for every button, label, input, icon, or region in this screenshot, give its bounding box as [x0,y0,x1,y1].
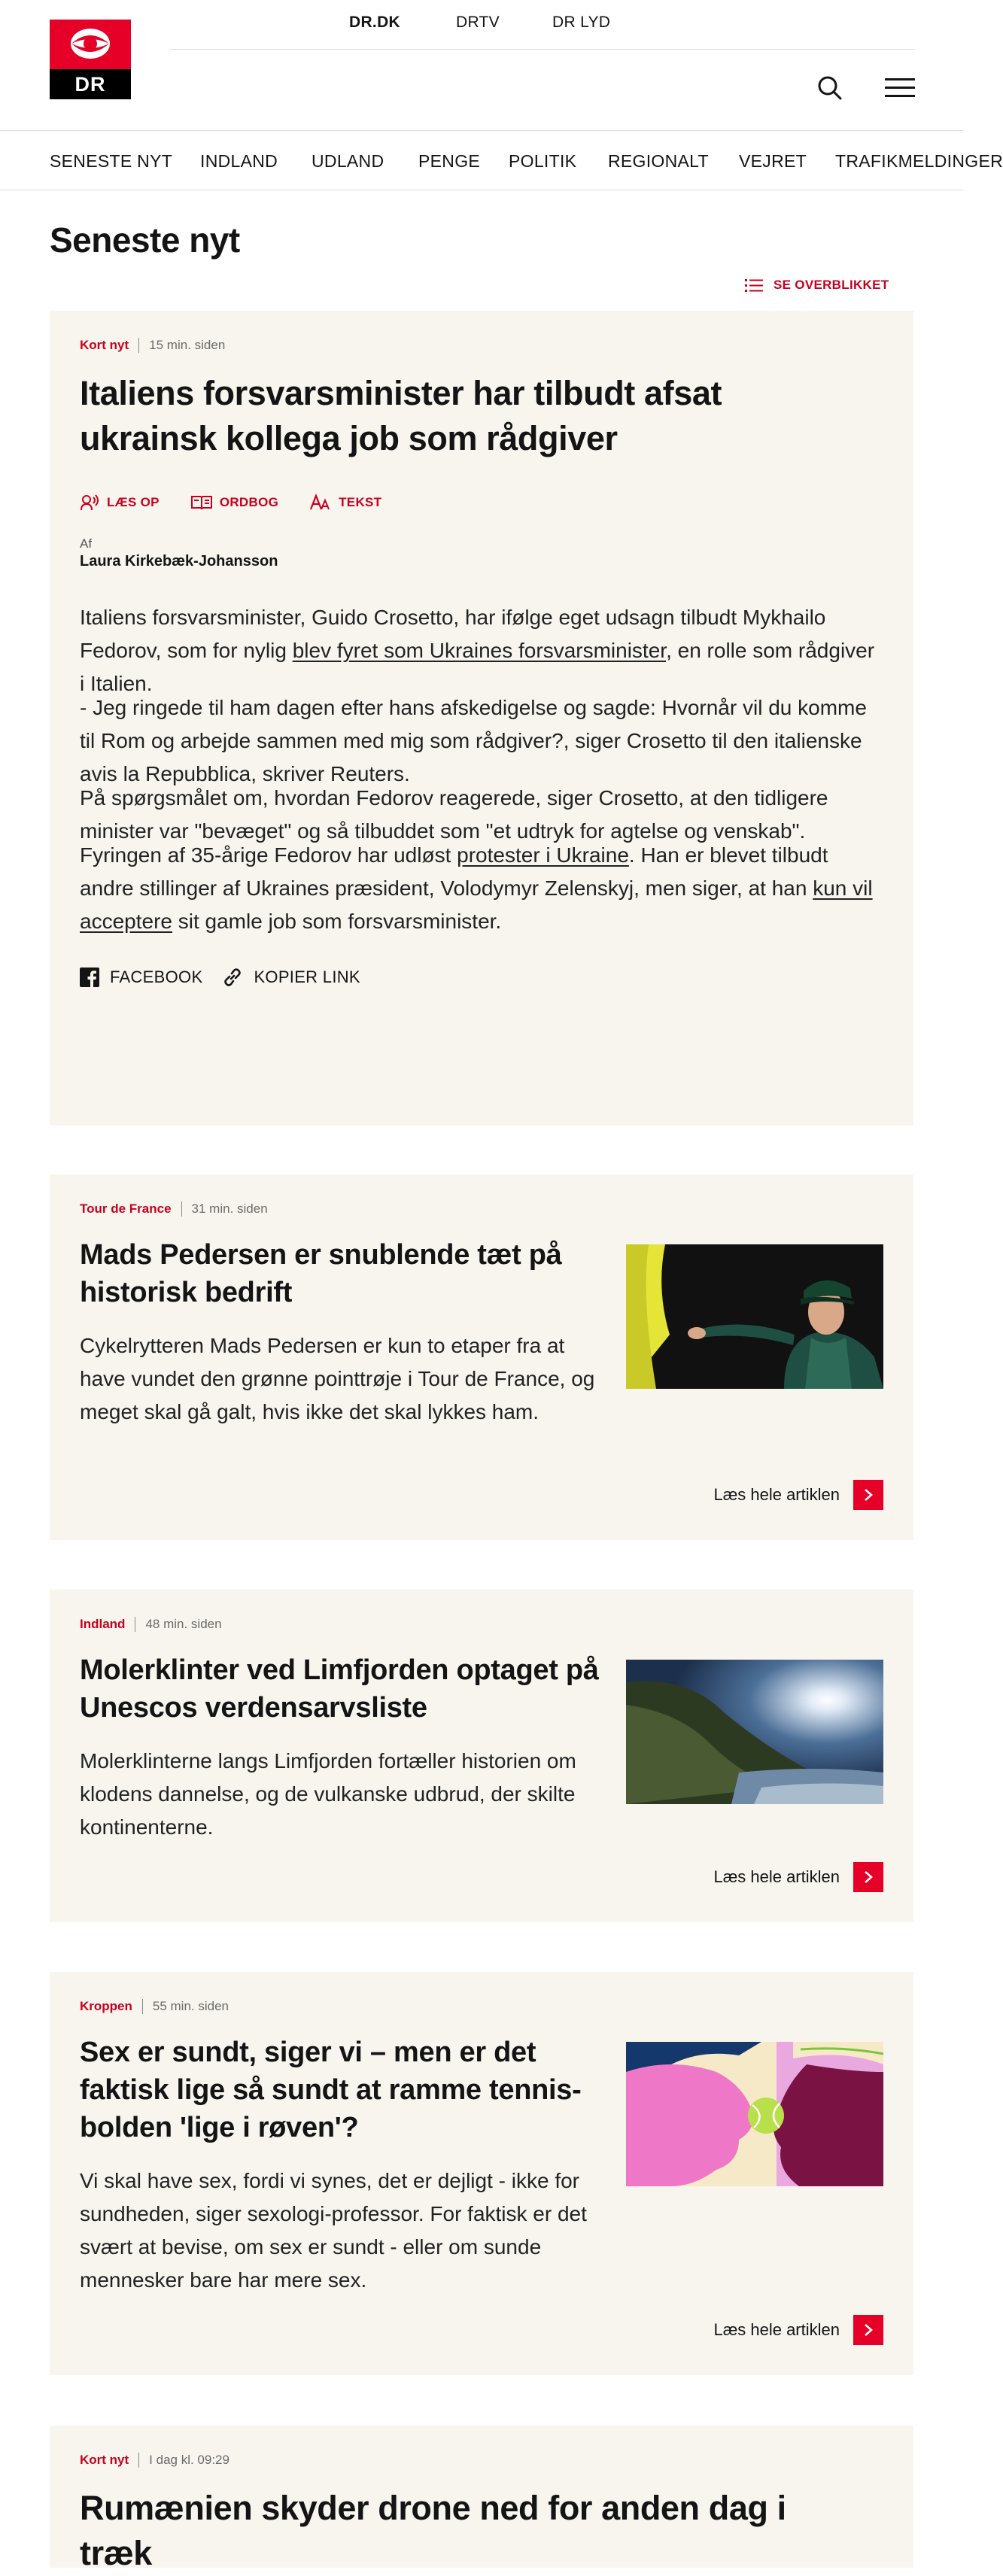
topnav-drlyd[interactable]: DR LYD [552,14,611,31]
link-protests[interactable]: protester i Ukraine [457,843,629,867]
article-summary: Vi skal have sex, fordi vi synes, det er dejligt - ikke for sundheden, siger sexologi-professor. For faktisk er det svært at bevise, om sex er sundt - eller om sunde mennesker bare har mere sex. [80,2169,587,2292]
article-card-tour[interactable] [50,1174,913,1540]
lead-paragraph-3: På spørgsmålet om, hvordan Fedorov reagerede, siger Crosetto, at den tidligere minister var "bevæget" og så tilbuddet som "et udtryk for agtelse og venskab". [80,786,828,843]
short-news-meta [80,2453,229,2468]
dictionary-label: ORDBOG [219,495,279,509]
article-category[interactable]: Indland [80,1617,126,1631]
article-headline[interactable]: Molerklinter ved Limfjorden optaget på Unescos verdensarvsliste [80,1654,599,1724]
read-more-link[interactable] [713,2315,883,2345]
meta-divider [138,338,139,353]
site-header [0,0,963,131]
cat-penge[interactable]: PENGE [418,151,481,171]
share-bar [80,967,380,988]
lead-paragraph-4 [80,839,885,938]
article-image-cliffs[interactable] [626,1660,883,1804]
logo-text: DR [50,69,131,99]
p4-text: Fyringen af 35-årige Fedorov har udløst [80,843,457,867]
copy-link-label: KOPIER LINK [254,968,360,986]
link-fedorov-fired[interactable]: blev fyret som Ukraines forsvarsminister [292,639,667,662]
lead-time: 15 min. siden [149,338,226,352]
byline-prefix: Af [80,536,93,551]
article-time: 48 min. siden [145,1617,222,1631]
lead-meta [80,338,225,353]
cat-seneste-nyt[interactable]: SENESTE NYT [50,151,173,171]
arrow-right-icon [853,2315,883,2345]
article-meta [80,1201,268,1217]
article-time: 31 min. siden [191,1201,268,1216]
cat-indland[interactable]: INDLAND [200,151,278,171]
menu-icon[interactable] [885,77,915,99]
p1-text-end: , en rolle som rådgiver i Italien. [80,639,875,695]
read-more-label: Læs hele artiklen [713,2320,840,2339]
copy-link-button[interactable] [222,967,360,988]
read-more-label: Læs hele artiklen [713,1485,840,1504]
arrow-right-icon [853,1862,883,1892]
link-only-accept[interactable]: kun vil acceptere [80,876,873,933]
article-category[interactable]: Kroppen [80,1999,132,2013]
page-title: Seneste nyt [50,220,240,260]
link-icon [222,967,243,988]
lead-paragraph-2: - Jeg ringede til ham dagen efter hans afskedigelse og sagde: Hvornår vil du komme til Rom og arbejde sammen med mig som rådgiver?, siger Crosetto til den italienske avis la Repubblica, skriver Reuters. [80,696,867,785]
lead-article-card [50,311,913,1125]
arrow-right-icon [853,1480,883,1510]
meta-divider [142,1999,143,2014]
meta-divider [138,2453,139,2468]
overview-button[interactable] [745,274,889,296]
read-aloud-label: LÆS OP [107,495,160,509]
article-summary: Molerklinterne langs Limfjorden fortæller historien om klodens dannelse, og de vulkanske udbrud, der skilte kontinenterne. [80,1749,576,1839]
facebook-label: FACEBOOK [110,968,203,986]
facebook-share-button[interactable] [80,968,202,987]
facebook-icon [80,968,99,987]
lead-paragraph-1 [80,601,885,700]
read-aloud-button[interactable] [80,494,160,511]
article-category[interactable]: Tour de France [80,1201,172,1216]
author-name[interactable]: Laura Kirkebæk-Johansson [80,553,278,570]
article-meta [80,1617,222,1632]
article-card-kroppen[interactable] [50,1972,913,2375]
lead-category[interactable]: Kort nyt [80,338,129,352]
meta-divider [181,1201,182,1217]
text-size-icon [310,494,331,511]
search-icon[interactable] [817,75,843,101]
text-size-button[interactable] [310,494,381,511]
cat-udland[interactable]: UDLAND [312,151,384,171]
p4-text-mid: . Han er blevet tilbudt andre stillinger af Ukraines præsident, Volodymyr Zelenskyj, men siger, at han [80,843,828,900]
top-navigation [170,0,915,50]
short-news-time: I dag kl. 09:29 [149,2453,229,2467]
article-image-illustration[interactable] [626,2042,883,2186]
category-navigation [0,132,1003,190]
article-summary: Cykelrytteren Mads Pedersen er kun to etaper fra at have vundet den grønne pointtrøje i Tour de France, og meget skal gå galt, hvis ikke det skal lykkes ham. [80,1334,595,1423]
article-headline[interactable]: Sex er sundt, siger vi – men er det faktisk lige så sundt at ramme tennis-bolden 'lige i røven'? [80,2037,582,2143]
cat-vejret[interactable]: VEJRET [739,151,807,171]
short-news-headline: Rumænien skyder drone ned for anden dag i træk [80,2489,786,2572]
short-news-card [50,2426,913,2572]
topnav-drtv[interactable]: DRTV [456,14,500,31]
article-meta [80,1999,229,2014]
short-news-category[interactable]: Kort nyt [80,2453,129,2467]
article-image-cyclist[interactable] [626,1244,883,1389]
overview-label: SE OVERBLIKKET [774,278,889,292]
speaker-icon [80,494,99,511]
dr-eye-icon [70,27,111,60]
p1-text: Italiens forsvarsminister, Guido Crosetto, har ifølge eget udsagn tilbudt Mykhailo Fedorov, som for nylig [80,606,826,662]
cat-trafikmeldinger[interactable]: TRAFIKMELDINGER [835,151,1003,171]
read-more-label: Læs hele artiklen [713,1867,840,1886]
book-icon [191,495,212,510]
p4-text-end: sit gamle job som forsvarsminister. [172,910,502,933]
cat-politik[interactable]: POLITIK [509,151,577,171]
article-card-molerklinter[interactable] [50,1590,913,1922]
article-headline[interactable]: Mads Pedersen er snublende tæt på historisk bedrift [80,1239,562,1308]
text-size-label: TEKST [339,495,382,509]
topnav-drdk[interactable]: DR.DK [349,14,400,31]
read-more-link[interactable] [713,1862,883,1892]
lead-headline: Italiens forsvarsminister har tilbudt afsat ukrainsk kollega job som rådgiver [80,374,722,457]
dr-logo[interactable] [50,20,131,99]
reader-tools [80,494,413,511]
article-time: 55 min. siden [152,1999,229,2013]
cat-regionalt[interactable]: REGIONALT [608,151,709,171]
list-icon [745,278,763,293]
read-more-link[interactable] [713,1480,883,1510]
dictionary-button[interactable] [191,494,278,511]
